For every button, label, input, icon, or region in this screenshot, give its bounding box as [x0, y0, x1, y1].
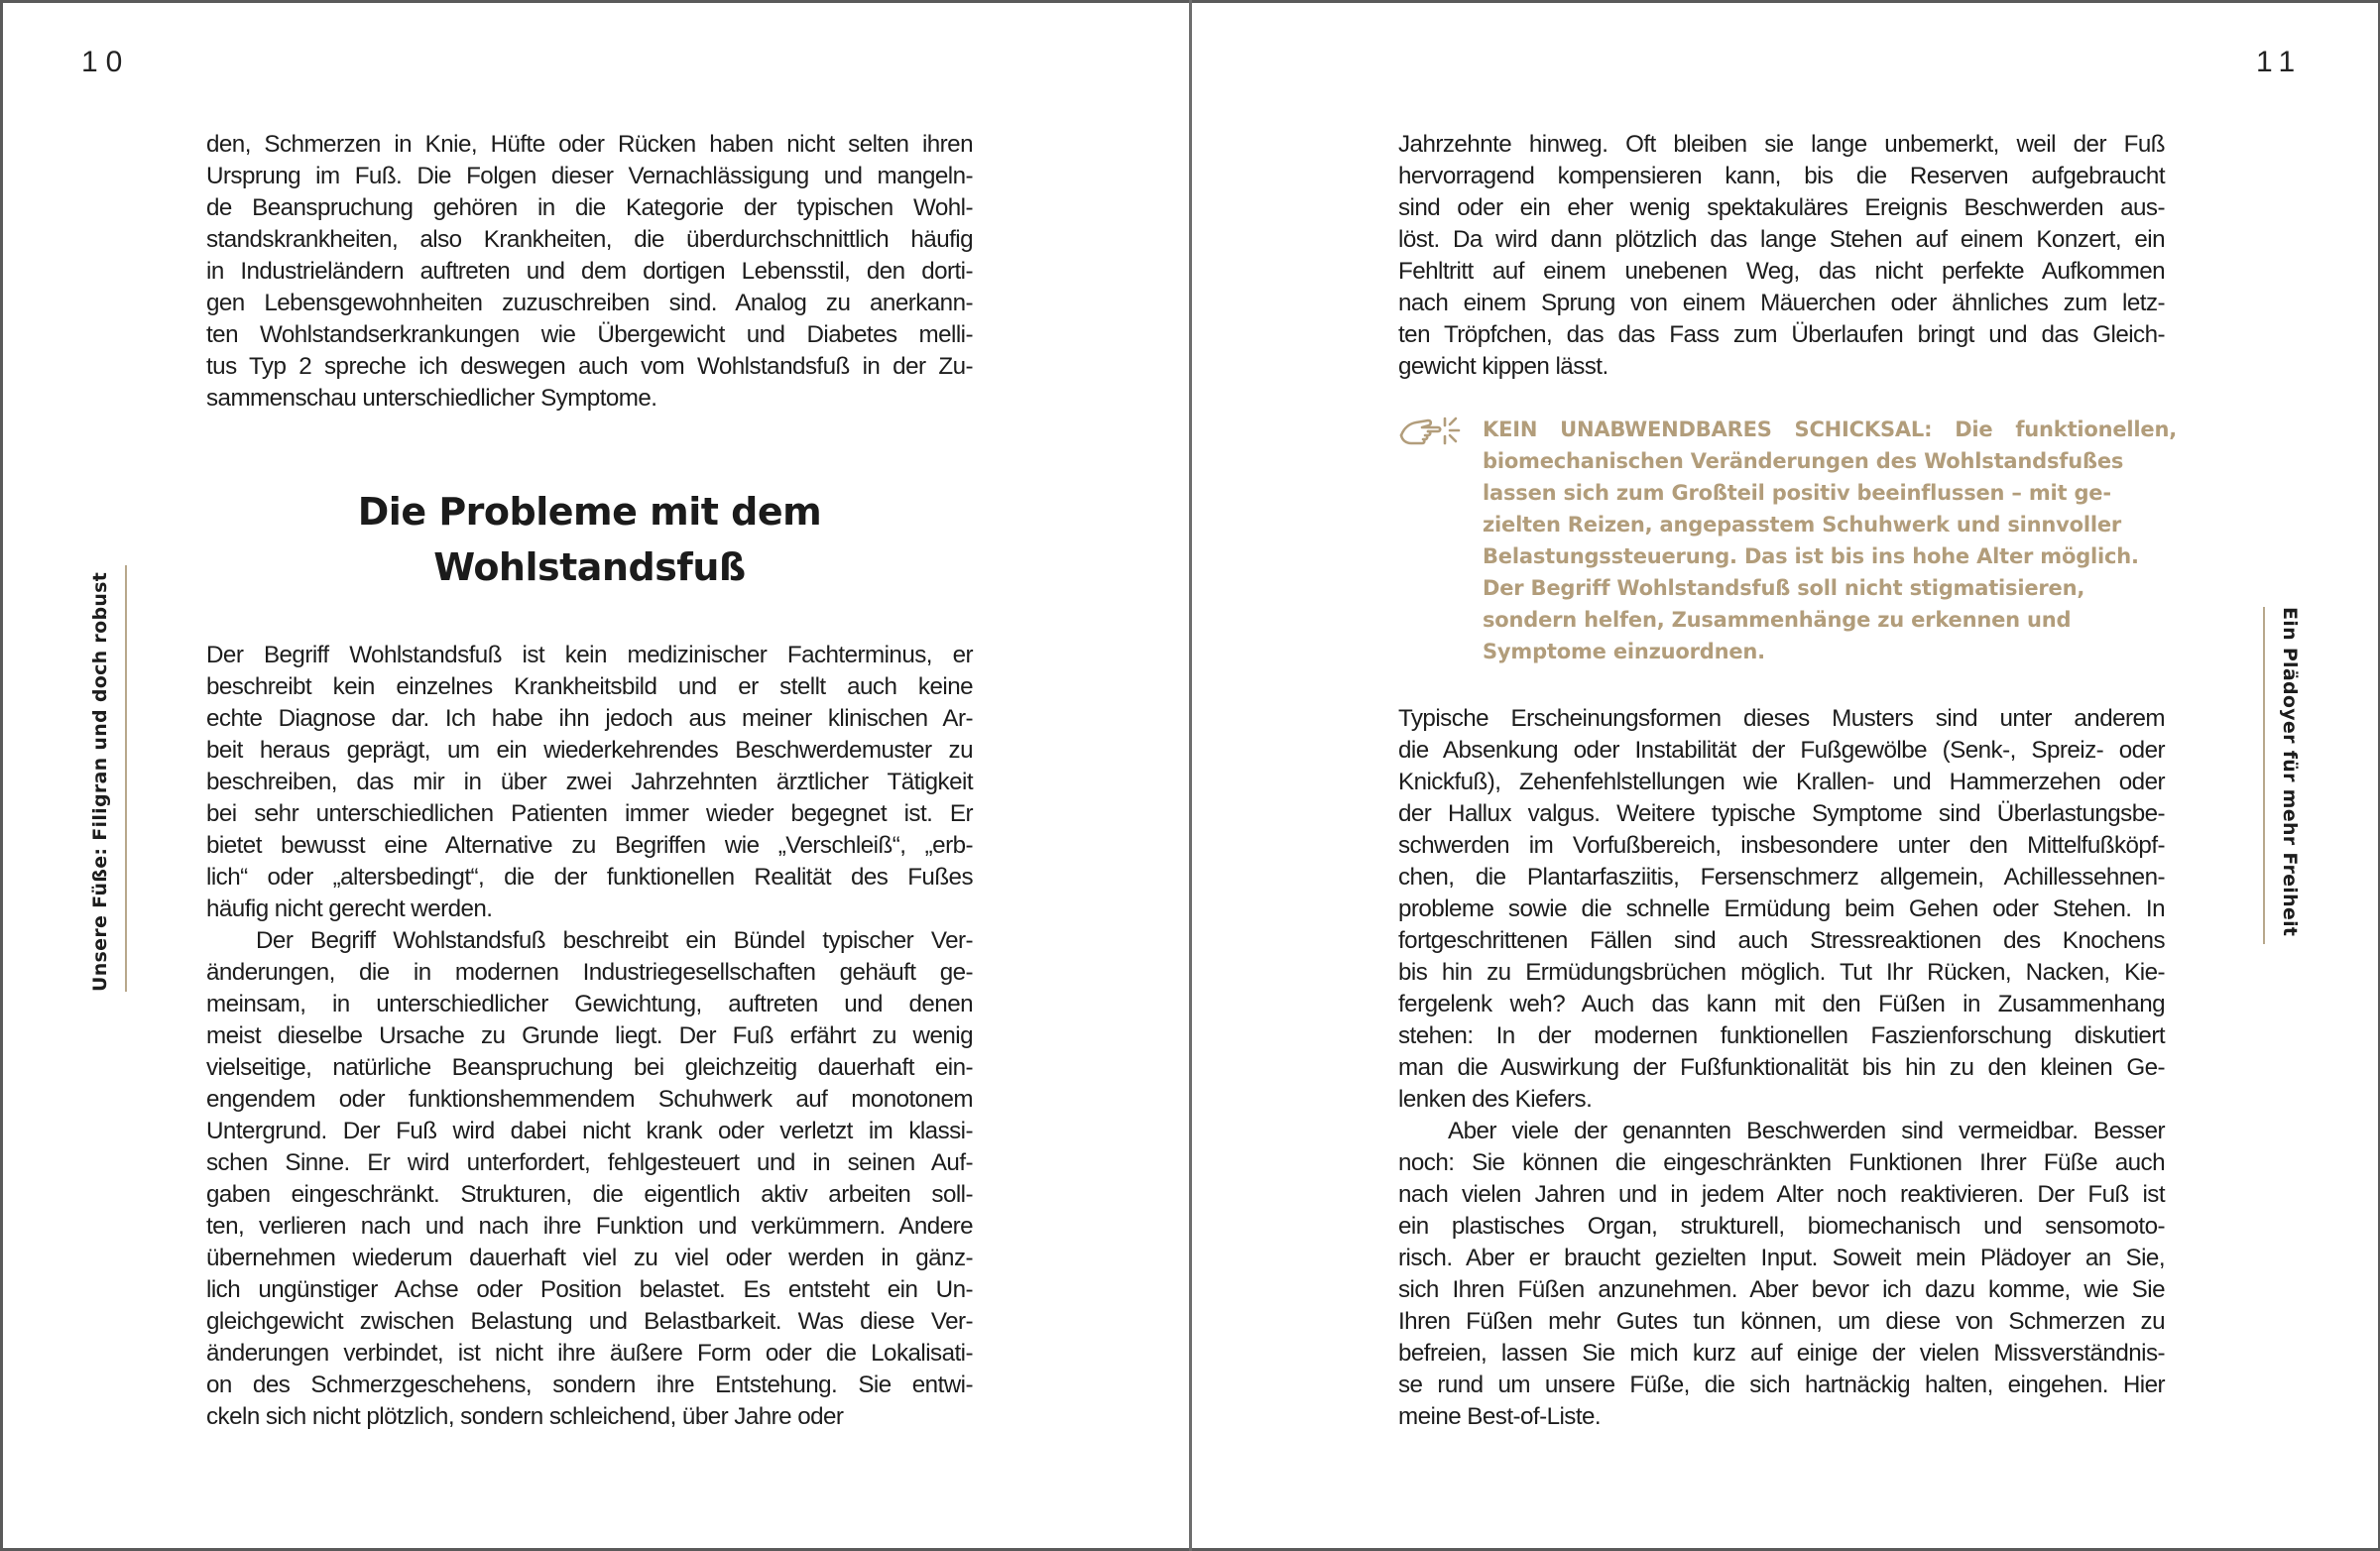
text-line: gewicht kippen lässt. — [1398, 353, 1608, 380]
text-line: löst. Da wird dann plötzlich das lange Stehen auf einem Konzert, ein — [1398, 226, 2165, 253]
text-line: sind oder ein eher wenig spektakuläres Ereignis Beschwerden aus- — [1398, 194, 2165, 221]
chapter-side-label: Unsere Füße: Filigran und doch robust — [89, 565, 127, 992]
text-line: tus Typ 2 spreche ich deswegen auch vom Wohlstandsfuß in der Zu- — [206, 353, 973, 380]
text-line: ten, verlieren nach und nach ihre Funktion und verkümmern. Andere — [206, 1213, 973, 1240]
text-line: häufig nicht gerecht werden. — [206, 895, 493, 922]
text-line: Ursprung im Fuß. Die Folgen dieser Vernachlässigung und mangeln- — [206, 163, 973, 189]
text-line: engendem oder funktionshemmendem Schuhwerk auf monotonem — [206, 1086, 973, 1113]
callout-line: zielten Reizen, angepasstem Schuhwerk und sinnvoller — [1483, 513, 2122, 537]
text-line: standskrankheiten, also Krankheiten, die überdurchschnittlich häufig — [206, 226, 973, 253]
text-line: schwerden im Vorfußbereich, insbesondere unter den Mittelfußköpf- — [1398, 832, 2165, 859]
paragraph-2 — [1398, 703, 2165, 1433]
text-line: gaben eingeschränkt. Strukturen, die eigentlich aktiv arbeiten soll- — [206, 1181, 973, 1208]
paragraph-continued — [1398, 129, 2165, 383]
text-line: befreien, lassen Sie mich kurz auf einige der vielen Missverständnis- — [1398, 1340, 2165, 1367]
text-line: Aber viele der genannten Beschwerden sind vermeidbar. Besser — [1448, 1118, 2165, 1144]
text-line: se rund um unsere Füße, die sich hartnäckig halten, eingehen. Hier — [1398, 1372, 2165, 1398]
pointing-hand-icon — [1398, 414, 1464, 457]
text-line: de Beanspruchung gehören in die Kategorie der typischen Wohl- — [206, 194, 973, 221]
text-line: änderungen verbindet, ist nicht ihre äußere Form oder die Lokalisati- — [206, 1340, 973, 1367]
section-heading — [206, 484, 973, 595]
text-line: chen, die Plantarfasziitis, Fersenschmerz allgemein, Achillessehnen- — [1398, 864, 2165, 891]
callout-line: sondern helfen, Zusammenhänge zu erkennen und — [1483, 608, 2072, 632]
text-line: meinsam, in unterschiedlicher Gewichtung, auftreten und denen — [206, 991, 973, 1017]
text-line: Der Begriff Wohlstandsfuß beschreibt ein Bündel typischer Ver- — [256, 927, 973, 954]
text-line: Ihren Füßen mehr Gutes tun können, um diese von Schmerzen zu — [1398, 1308, 2165, 1335]
text-line: sammenschau unterschiedlicher Symptome. — [206, 385, 657, 412]
text-line: änderungen, die in modernen Industriegesellschaften gehäuft ge- — [206, 959, 973, 986]
text-line: lich ungünstiger Achse oder Position belastet. Es entsteht ein Un- — [206, 1276, 973, 1303]
text-line: hervorragend kompensieren kann, bis die Reserven aufgebraucht — [1398, 163, 2165, 189]
callout-line: lassen sich zum Großteil positiv beeinflussen – mit ge- — [1483, 481, 2111, 505]
heading-line: Wohlstandsfuß — [433, 545, 746, 589]
text-line: meine Best-of-Liste. — [1398, 1403, 1602, 1430]
text-line: fergelenk weh? Auch das kann mit den Füßen in Zusammenhang — [1398, 991, 2165, 1017]
text-line: in Industrieländern auftreten und dem dortigen Lebensstil, den dorti- — [206, 258, 973, 285]
text-line: schen Sinne. Er wird unterfordert, fehlgesteuert und in seinen Auf- — [206, 1149, 973, 1176]
text-line: stehen: In der modernen funktionellen Faszienforschung diskutiert — [1398, 1022, 2165, 1049]
text-line: gen Lebensgewohnheiten zuzuschreiben sind. Analog zu anerkann- — [206, 290, 973, 316]
page-number: 10 — [81, 46, 131, 78]
text-line: den, Schmerzen in Knie, Hüfte oder Rücken haben nicht selten ihren — [206, 131, 973, 158]
text-line: ten Tröpfchen, das das Fass zum Überlaufen bringt und das Gleich- — [1398, 321, 2165, 348]
text-line: ten Wohlstandserkrankungen wie Übergewicht und Diabetes melli- — [206, 321, 973, 348]
page-number: 11 — [2256, 46, 2304, 78]
text-line: gleichgewicht zwischen Belastung und Belastbarkeit. Was diese Ver- — [206, 1308, 973, 1335]
callout-line: KEIN UNABWENDBARES SCHICKSAL: Die funktionellen, — [1483, 418, 2177, 441]
text-line: Untergrund. Der Fuß wird dabei nicht krank oder verletzt im klassi- — [206, 1118, 973, 1144]
text-line: Typische Erscheinungsformen dieses Musters sind unter anderem — [1398, 705, 2165, 732]
text-line: bietet bewusst eine Alternative zu Begriffen wie „Verschleiß“, „erb- — [206, 832, 973, 859]
text-line: noch: Sie können die eingeschränkten Funktionen Ihrer Füße auch — [1398, 1149, 2165, 1176]
chapter-side-label: Ein Plädoyer für mehr Freiheit — [2263, 607, 2301, 944]
callout-line: Symptome einzuordnen. — [1483, 640, 1765, 663]
text-line: sich Ihren Füßen anzunehmen. Aber bevor ich dazu komme, wie Sie — [1398, 1276, 2165, 1303]
callout-line: Belastungssteuerung. Das ist bis ins hohe Alter möglich. — [1483, 544, 2139, 568]
text-line: bei sehr unterschiedlichen Patienten immer wieder begegnet ist. Er — [206, 800, 973, 827]
text-line: vielseitige, natürliche Beanspruchung bei gleichzeitig dauerhaft ein- — [206, 1054, 973, 1081]
callout-line: Der Begriff Wohlstandsfuß soll nicht stigmatisieren, — [1483, 576, 2085, 600]
right-page — [1192, 0, 2380, 1551]
left-page — [0, 0, 1189, 1551]
text-line: lich“ oder „altersbedingt“, die der funktionellen Realität des Fußes — [206, 864, 973, 891]
text-line: beschreibt kein einzelnes Krankheitsbild und er stellt auch keine — [206, 673, 973, 700]
callout-line: biomechanischen Veränderungen des Wohlstandsfußes — [1483, 449, 2124, 473]
text-line: on des Schmerzgeschehens, sondern ihre Entstehung. Sie entwi- — [206, 1372, 973, 1398]
heading-line: Die Probleme mit dem — [357, 490, 822, 534]
text-line: Fehltritt auf einem unebenen Weg, das nicht perfekte Aufkommen — [1398, 258, 2165, 285]
text-line: bis hin zu Ermüdungsbrüchen möglich. Tut Ihr Rücken, Nacken, Kie- — [1398, 959, 2165, 986]
text-line: übernehmen wiederum dauerhaft viel zu viel oder werden in gänz- — [206, 1245, 973, 1271]
text-line: beschreiben, das mir in über zwei Jahrzehnten ärztlicher Tätigkeit — [206, 769, 973, 795]
text-line: meist dieselbe Ursache zu Grunde liegt. Der Fuß erfährt zu wenig — [206, 1022, 973, 1049]
text-line: probleme sowie die schnelle Ermüdung beim Gehen oder Stehen. In — [1398, 895, 2165, 922]
text-line: ckeln sich nicht plötzlich, sondern schleichend, über Jahre oder — [206, 1403, 844, 1430]
text-line: Der Begriff Wohlstandsfuß ist kein medizinischer Fachterminus, er — [206, 642, 973, 668]
text-line: man die Auswirkung der Fußfunktionalität bis hin zu den kleinen Ge- — [1398, 1054, 2165, 1081]
text-line: beit heraus geprägt, um ein wiederkehrendes Beschwerdemuster zu — [206, 737, 973, 764]
text-line: Knickfuß), Zehenfehlstellungen wie Krallen- und Hammerzehen oder — [1398, 769, 2165, 795]
text-line: nach einem Sprung von einem Mäuerchen oder ähnliches zum letz- — [1398, 290, 2165, 316]
text-line: lenken des Kiefers. — [1398, 1086, 1593, 1113]
text-line: Jahrzehnte hinweg. Oft bleiben sie lange unbemerkt, weil der Fuß — [1398, 131, 2165, 158]
text-line: die Absenkung oder Instabilität der Fußgewölbe (Senk-, Spreiz- oder — [1398, 737, 2165, 764]
text-line: risch. Aber er braucht gezielten Input. Soweit mein Plädoyer an Sie, — [1398, 1245, 2165, 1271]
text-line: der Hallux valgus. Weitere typische Symptome sind Überlastungsbe- — [1398, 800, 2165, 827]
callout-text — [1483, 414, 2177, 667]
paragraph-1 — [206, 640, 973, 1433]
text-line: ein plastisches Organ, strukturell, biomechanisch und sensomoto- — [1398, 1213, 2165, 1240]
text-line: echte Diagnose dar. Ich habe ihn jedoch aus meiner klinischen Ar- — [206, 705, 973, 732]
intro-paragraph — [206, 129, 973, 415]
text-line: nach vielen Jahren und in jedem Alter noch reaktivieren. Der Fuß ist — [1398, 1181, 2165, 1208]
text-line: fortgeschrittenen Fällen sind auch Stressreaktionen des Knochens — [1398, 927, 2165, 954]
